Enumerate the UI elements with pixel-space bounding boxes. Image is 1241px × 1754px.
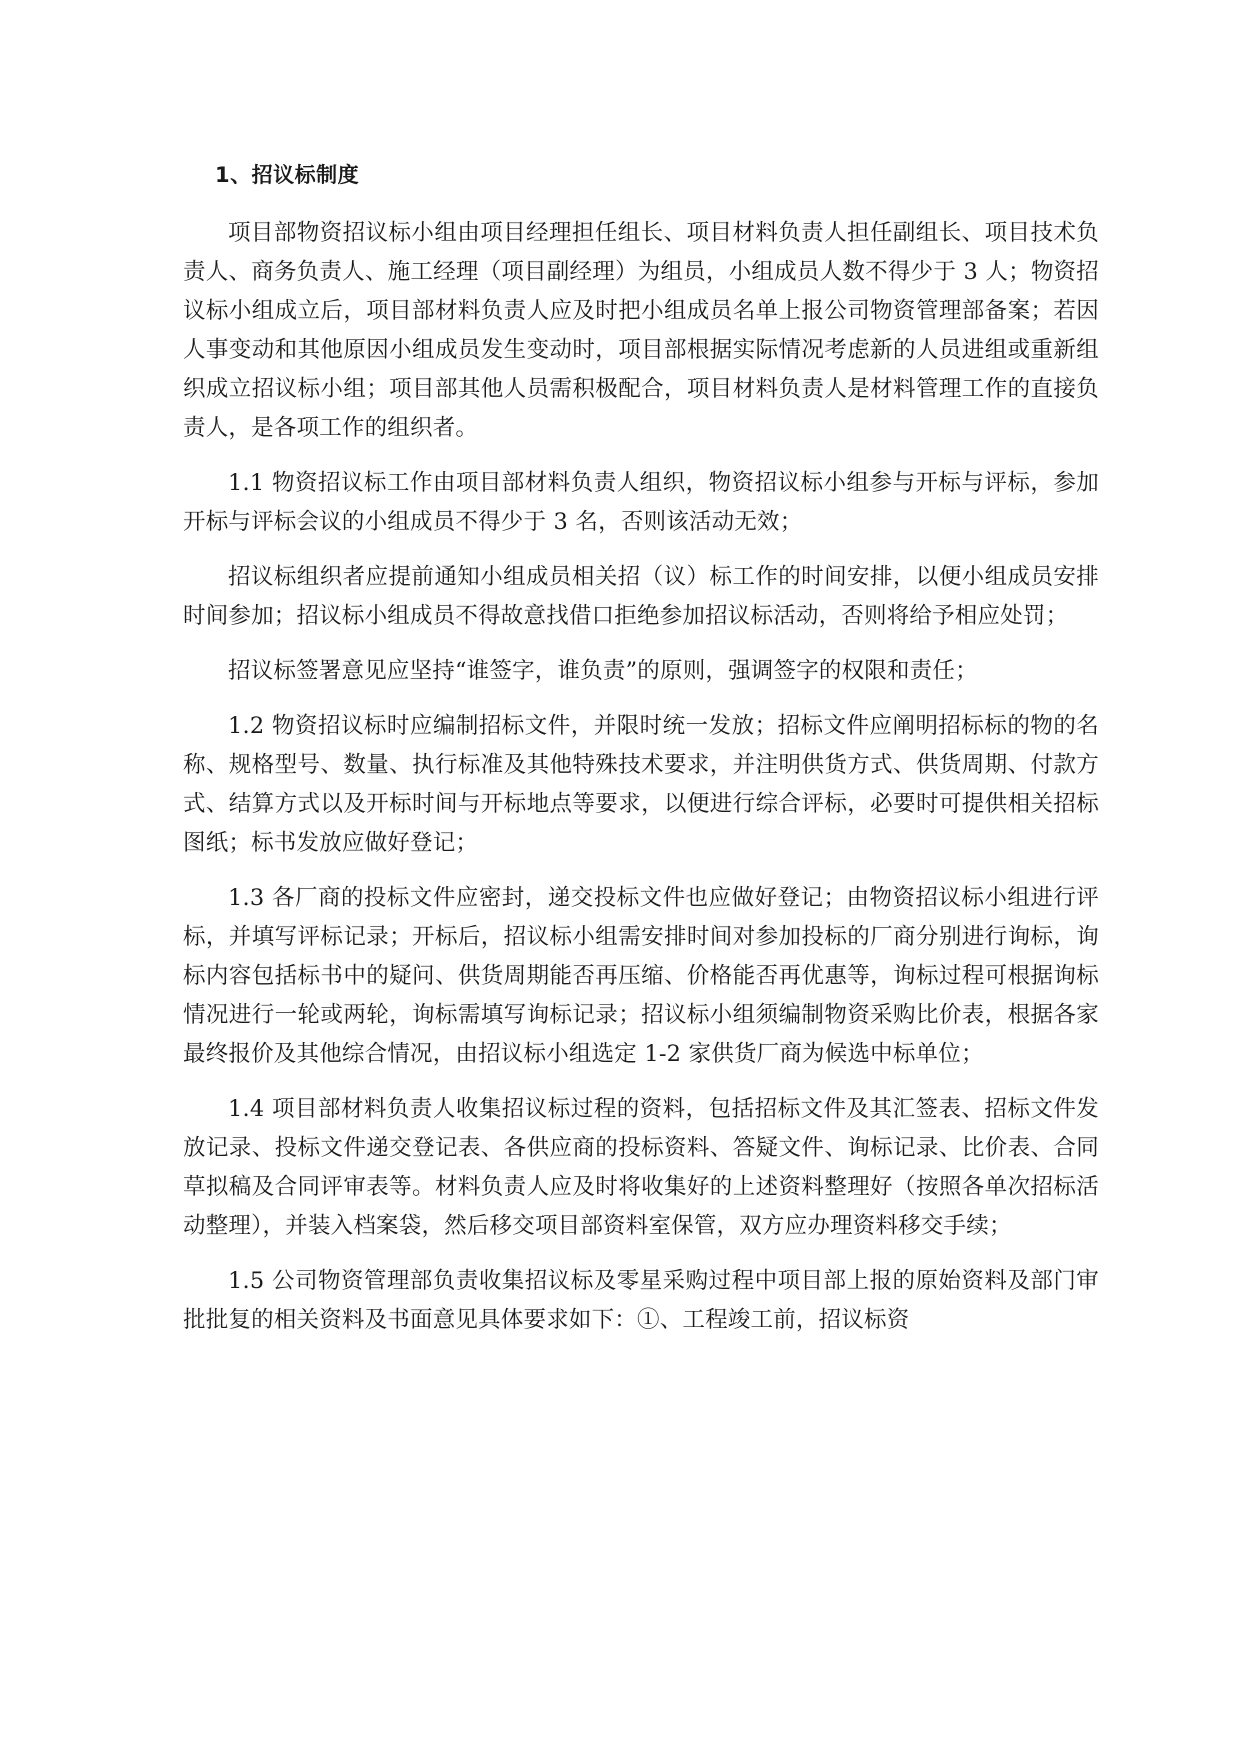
paragraph-1-5: 1.5 公司物资管理部负责收集招议标及零星采购过程中项目部上报的原始资料及部门审批批复的相关资料及书面意见具体要求如下：①、工程竣工前，招议标资 <box>183 1268 1099 1333</box>
paragraph-signature-principle: 招议标签署意见应坚持“谁签字，谁负责”的原则，强调签字的权限和责任； <box>228 658 978 684</box>
paragraph-1-1: 1.1 物资招议标工作由项目部材料负责人组织，物资招议标小组参与开标与评标，参加开标与评标会议的小组成员不得少于 3 名，否则该活动无效； <box>183 470 1099 535</box>
document-body <box>183 160 1099 1356</box>
paragraph-1-2: 1.2 物资招议标时应编制招标文件，并限时统一发放；招标文件应阐明招标标的物的名称、规格型号、数量、执行标准及其他特殊技术要求，并注明供货方式、供货周期、付款方式、结算方式以及开标时间与开标地点等要求，以便进行综合评标，必要时可提供相关招标图纸；标书发放应做好登记； <box>183 713 1099 856</box>
paragraph-1-3: 1.3 各厂商的投标文件应密封，递交投标文件也应做好登记；由物资招议标小组进行评标，并填写评标记录；开标后，招议标小组需安排时间对参加投标的厂商分别进行询标，询标内容包括标书中的疑问、供货周期能否再压缩、价格能否再优惠等，询标过程可根据询标情况进行一轮或两轮，询标需填写询标记录；招议标小组须编制物资采购比价表，根据各家最终报价及其他综合情况，由招议标小组选定 1-2 家供货厂商为候选中标单位； <box>183 885 1099 1067</box>
paragraph-notice: 招议标组织者应提前通知小组成员相关招（议）标工作的时间安排，以便小组成员安排时间参加；招议标小组成员不得故意找借口拒绝参加招议标活动，否则将给予相应处罚； <box>183 564 1099 629</box>
paragraph-group-composition: 项目部物资招议标小组由项目经理担任组长、项目材料负责人担任副组长、项目技术负责人、商务负责人、施工经理（项目副经理）为组员，小组成员人数不得少于 3 人；物资招议标小组成立后，项目部材料负责人应及时把小组成员名单上报公司物资管理部备案；若因人事变动和其他原因小组成员发生变动时，项目部根据实际情况考虑新的人员进组或重新组织成立招议标小组；项目部其他人员需积极配合，项目材料负责人是材料管理工作的直接负责人，是各项工作的组织者。 <box>183 220 1099 441</box>
section-heading: 1、招议标制度 <box>215 163 360 187</box>
paragraph-1-4: 1.4 项目部材料负责人收集招议标过程的资料，包括招标文件及其汇签表、招标文件发放记录、投标文件递交登记表、各供应商的投标资料、答疑文件、询标记录、比价表、合同草拟稿及合同评审表等。材料负责人应及时将收集好的上述资料整理好（按照各单次招标活动整理），并装入档案袋，然后移交项目部资料室保管，双方应办理资料移交手续； <box>183 1096 1099 1239</box>
